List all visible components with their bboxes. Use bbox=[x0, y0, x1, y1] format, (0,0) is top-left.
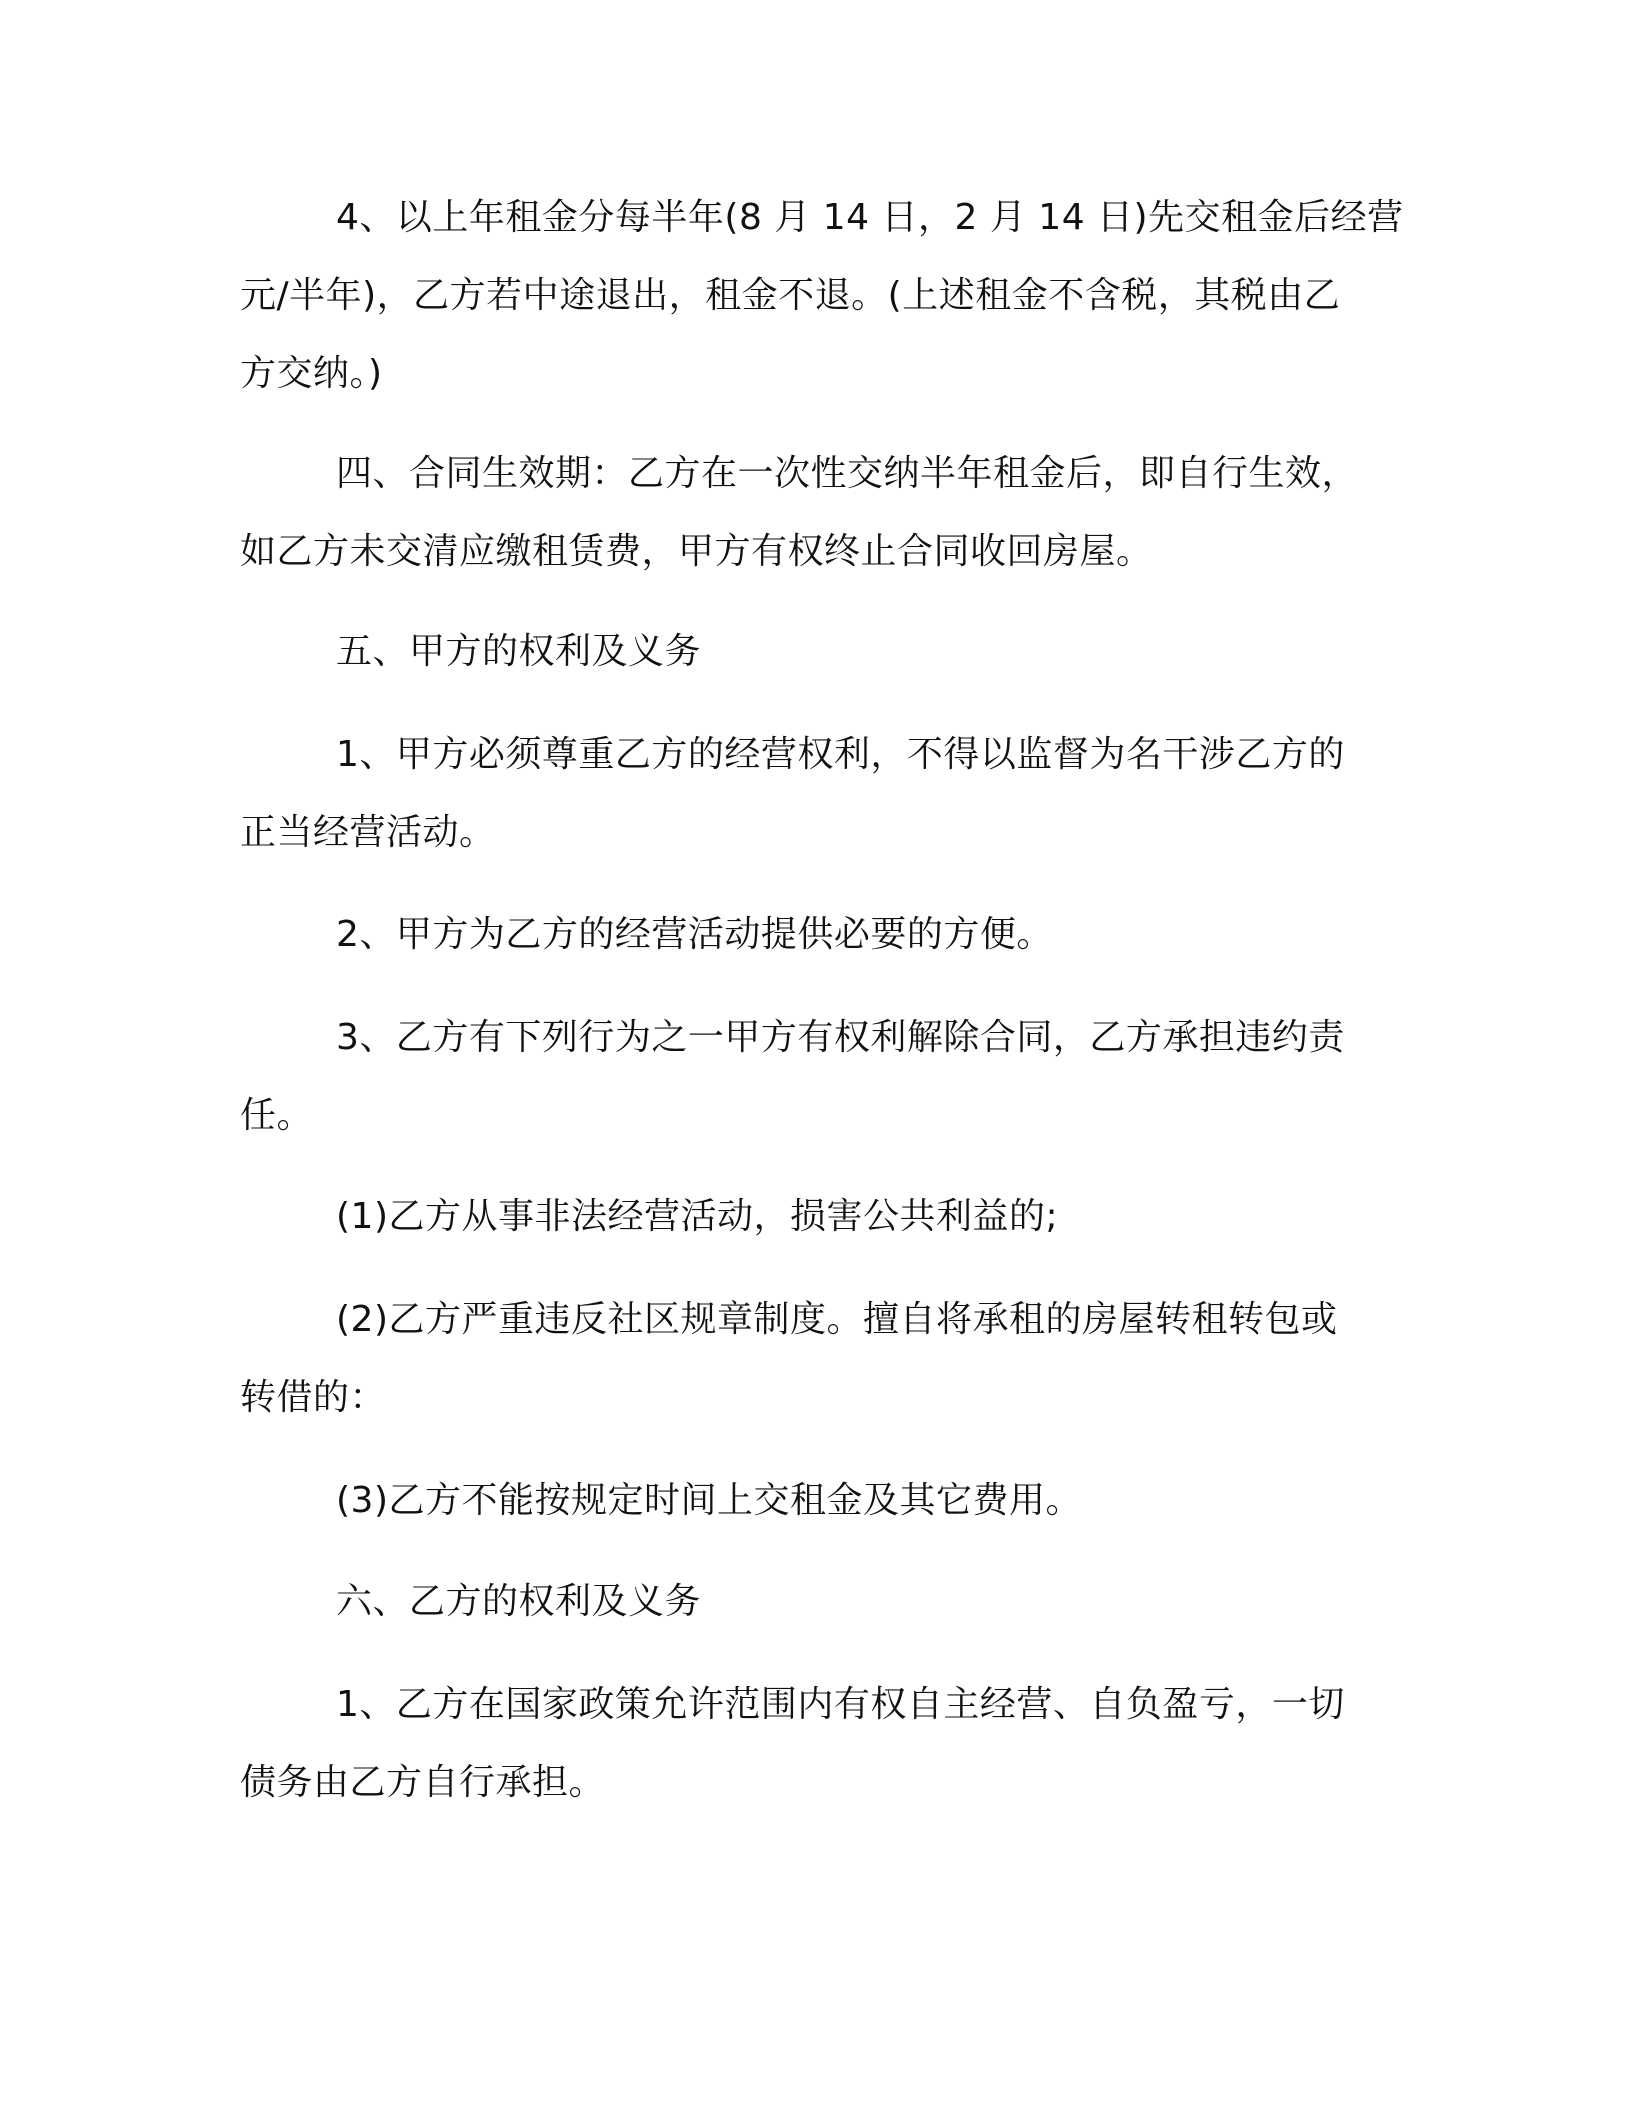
text-line: (1)乙方从事非法经营活动，损害公共利益的; bbox=[336, 1196, 1059, 1237]
text-line: 方交纳。) bbox=[240, 353, 383, 394]
text-line: 元/半年)，乙方若中途退出，租金不退。(上述租金不含税，其税由乙 bbox=[240, 275, 1341, 316]
text-line: 3、乙方有下列行为之一甲方有权利解除合同，乙方承担违约责 bbox=[336, 1017, 1345, 1058]
text-line: 1、乙方在国家政策允许范围内有权自主经营、自负盈亏，一切 bbox=[336, 1684, 1345, 1725]
section-heading: 六、乙方的权利及义务 bbox=[336, 1581, 702, 1622]
text-line: 转借的： bbox=[240, 1377, 387, 1418]
text-line: 如乙方未交清应缴租赁费，甲方有权终止合同收回房屋。 bbox=[240, 531, 1153, 572]
text-line: 四、合同生效期：乙方在一次性交纳半年租金后，即自行生效， bbox=[336, 453, 1359, 494]
text-line: 正当经营活动。 bbox=[240, 812, 496, 853]
text-line: 4、以上年租金分每半年(8 月 14 日，2 月 14 日)先交租金后经营 bbox=[336, 197, 1404, 238]
text-line: 2、甲方为乙方的经营活动提供必要的方便。 bbox=[336, 914, 1053, 955]
text-line: 1、甲方必须尊重乙方的经营权利，不得以监督为名干涉乙方的 bbox=[336, 734, 1345, 775]
text-line: 任。 bbox=[240, 1095, 314, 1136]
text-line: (2)乙方严重违反社区规章制度。擅自将承租的房屋转租转包或 bbox=[336, 1299, 1338, 1340]
section-heading: 五、甲方的权利及义务 bbox=[336, 631, 702, 672]
text-line: 债务由乙方自行承担。 bbox=[240, 1762, 606, 1803]
text-line: (3)乙方不能按规定时间上交租金及其它费用。 bbox=[336, 1480, 1082, 1521]
